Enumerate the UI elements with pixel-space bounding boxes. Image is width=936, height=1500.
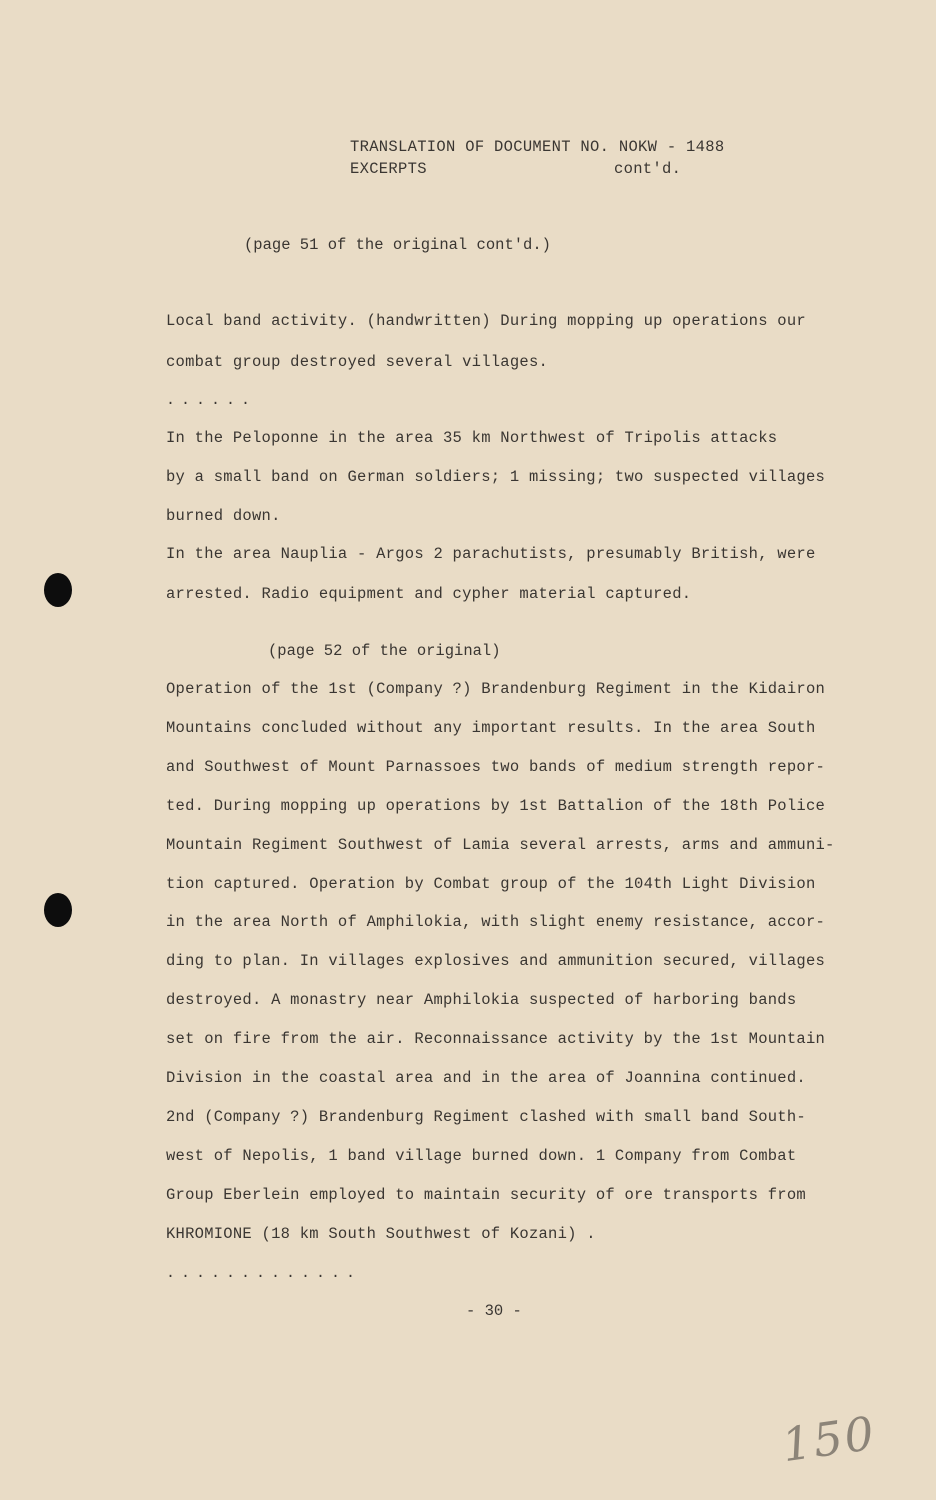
page-number: - 30 - [466, 1302, 522, 1320]
document-subtitle: EXCERPTS [350, 160, 427, 178]
text-line: in the area North of Amphilokia, with slight enemy resistance, accor- [166, 913, 826, 931]
continued-label: cont'd. [614, 160, 682, 178]
section-heading-page-52: (page 52 of the original) [268, 642, 501, 660]
text-line: 2nd (Company ?) Brandenburg Regiment clashed with small band South- [166, 1108, 806, 1126]
text-line: Operation of the 1st (Company ?) Brandenburg Regiment in the Kidairon [166, 680, 826, 698]
ellipsis-separator: ............. [166, 1265, 362, 1282]
text-line: by a small band on German soldiers; 1 missing; two suspected villages [166, 468, 826, 486]
text-line: Mountains concluded without any important results. In the area South [166, 719, 816, 737]
text-line: west of Nepolis, 1 band village burned down. 1 Company from Combat [166, 1147, 797, 1165]
text-line: combat group destroyed several villages. [166, 353, 549, 371]
document-title: TRANSLATION OF DOCUMENT NO. NOKW - 1488 [350, 138, 725, 156]
text-line: Division in the coastal area and in the area of Joannina continued. [166, 1069, 806, 1087]
text-line: burned down. [166, 507, 281, 525]
text-line: ding to plan. In villages explosives and ammunition secured, villages [166, 952, 826, 970]
punch-hole-top [44, 573, 72, 607]
text-line: tion captured. Operation by Combat group of the 104th Light Division [166, 875, 816, 893]
text-line: ted. During mopping up operations by 1st Battalion of the 18th Police [166, 797, 826, 815]
text-line: Group Eberlein employed to maintain security of ore transports from [166, 1186, 806, 1204]
punch-hole-bottom [44, 893, 72, 927]
handwritten-page-mark: 150 [778, 1405, 880, 1473]
text-line: In the Peloponne in the area 35 km Northwest of Tripolis attacks [166, 429, 778, 447]
text-line: and Southwest of Mount Parnassoes two bands of medium strength repor- [166, 758, 826, 776]
text-line: destroyed. A monastry near Amphilokia suspected of harboring bands [166, 991, 797, 1009]
text-line: set on fire from the air. Reconnaissance activity by the 1st Mountain [166, 1030, 826, 1048]
text-line: Local band activity. (handwritten) During mopping up operations our [166, 312, 806, 330]
ellipsis-separator: ...... [166, 392, 257, 409]
text-line: KHROMIONE (18 km South Southwest of Kozani) . [166, 1225, 596, 1243]
text-line: arrested. Radio equipment and cypher material captured. [166, 585, 692, 603]
section-heading-page-51: (page 51 of the original cont'd.) [244, 236, 551, 254]
text-line: Mountain Regiment Southwest of Lamia several arrests, arms and ammuni- [166, 836, 835, 854]
text-line: In the area Nauplia - Argos 2 parachutists, presumably British, were [166, 545, 816, 563]
